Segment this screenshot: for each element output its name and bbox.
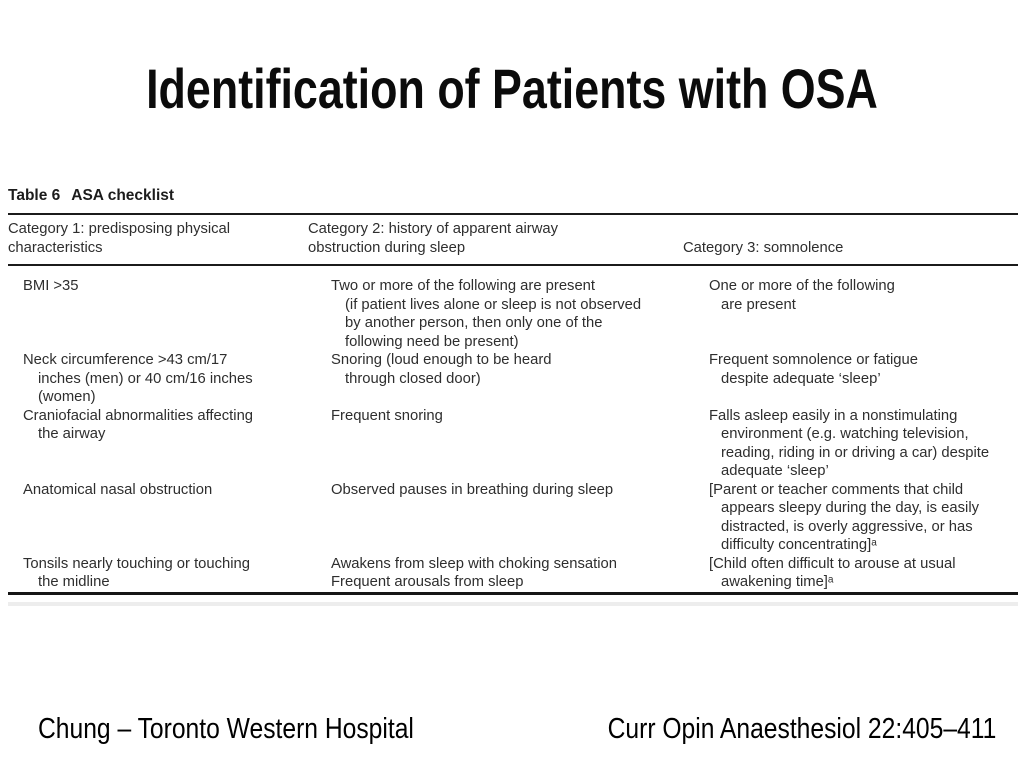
table-cell-line: (women): [38, 389, 96, 405]
table-cell-line: characteristics: [8, 239, 103, 256]
table-cell-line: obstruction during sleep: [308, 239, 466, 256]
table-cell-line: Category 3: somnolence: [683, 239, 844, 256]
table-cell-line: [Child often difficult to arouse at usual: [709, 555, 956, 572]
attribution-journal: Curr Opin Anaesthesiol 22:405–411: [607, 713, 996, 745]
column-header-category2: [308, 220, 683, 257]
table-cell-line: appears sleepy during the day, is easily: [721, 500, 979, 516]
table-cell-line: Anatomical nasal obstruction: [23, 481, 213, 498]
table-row: [8, 351, 1018, 407]
table-number: Table 6: [8, 187, 61, 204]
table-cell-line: Category 1: predisposing physical: [8, 221, 231, 237]
table-cell-line: the midline: [38, 574, 110, 590]
table-cell-line: Tonsils nearly touching or touching: [23, 555, 251, 572]
scan-artifact: [8, 602, 1018, 606]
table-row: [8, 277, 1018, 351]
table-caption: [8, 187, 1018, 204]
table-cell-line: by another person, then only one of the: [345, 315, 603, 331]
cell-somnolence: [683, 407, 1018, 481]
table-cell-line: Falls asleep easily in a nonstimulating: [709, 407, 958, 424]
table-row: [8, 407, 1018, 481]
table-body: [8, 266, 1018, 592]
table-cell-line: through closed door): [345, 370, 481, 387]
cell-physical: [8, 481, 308, 555]
cell-history: [308, 407, 683, 481]
table-cell-line: BMI >35: [23, 278, 79, 294]
table-cell-line: [Parent or teacher comments that child: [709, 481, 964, 498]
column-header-category3: [683, 239, 1018, 258]
cell-somnolence: [683, 555, 1018, 592]
cell-physical: [8, 407, 308, 481]
table-cell-line: difficulty concentrating]ᵃ: [721, 537, 877, 553]
table-cell-line: Awakens from sleep with choking sensation: [331, 555, 617, 572]
attribution-author: Chung – Toronto Western Hospital: [38, 713, 414, 745]
table-caption-text: ASA checklist: [71, 187, 175, 204]
cell-physical: [8, 555, 308, 592]
table-cell-line: Category 2: history of apparent airway: [308, 221, 559, 237]
cell-somnolence: [683, 481, 1018, 555]
table-cell-line: (if patient lives alone or sleep is not observed: [345, 296, 642, 313]
table-cell-line: reading, riding in or driving a car) despite: [721, 444, 990, 461]
table-cell-line: adequate ‘sleep’: [721, 463, 829, 479]
slide-title: Identification of Patients with OSA: [146, 57, 878, 120]
table-cell-line: Observed pauses in breathing during sleep: [331, 481, 614, 498]
cell-history: [308, 481, 683, 555]
table-row: [8, 481, 1018, 555]
table-cell-line: Frequent somnolence or fatigue: [709, 352, 918, 368]
column-header-category1: [8, 220, 308, 257]
table-header-row: [8, 215, 1018, 264]
table-cell-line: inches (men) or 40 cm/16 inches: [38, 370, 253, 387]
cell-history: [308, 555, 683, 592]
table-cell-line: awakening time]ᵃ: [721, 574, 834, 590]
table-cell-line: are present: [721, 296, 796, 313]
table-rule-bottom: [8, 592, 1018, 595]
table-cell-line: Two or more of the following are present: [331, 278, 596, 294]
table-cell-line: despite adequate ‘sleep’: [721, 370, 881, 387]
cell-somnolence: [683, 277, 1018, 351]
table-cell-line: Craniofacial abnormalities affecting: [23, 407, 254, 424]
table-row: [8, 555, 1018, 592]
table-cell-line: One or more of the following: [709, 278, 895, 294]
table-cell-line: Frequent arousals from sleep: [331, 574, 524, 590]
table-cell-line: Snoring (loud enough to be heard: [331, 352, 552, 368]
table-cell-line: the airway: [38, 426, 106, 442]
cell-somnolence: [683, 351, 1018, 407]
table-cell-line: following need be present): [345, 333, 519, 350]
cell-history: [308, 351, 683, 407]
table-cell-line: distracted, is overly aggressive, or has: [721, 518, 973, 535]
table-cell-line: Neck circumference >43 cm/17: [23, 352, 228, 368]
asa-checklist-table: [8, 187, 1018, 606]
cell-physical: [8, 351, 308, 407]
cell-history: [308, 277, 683, 351]
cell-physical: [8, 277, 308, 351]
table-cell-line: Frequent snoring: [331, 407, 443, 424]
table-cell-line: environment (e.g. watching television,: [721, 426, 969, 442]
